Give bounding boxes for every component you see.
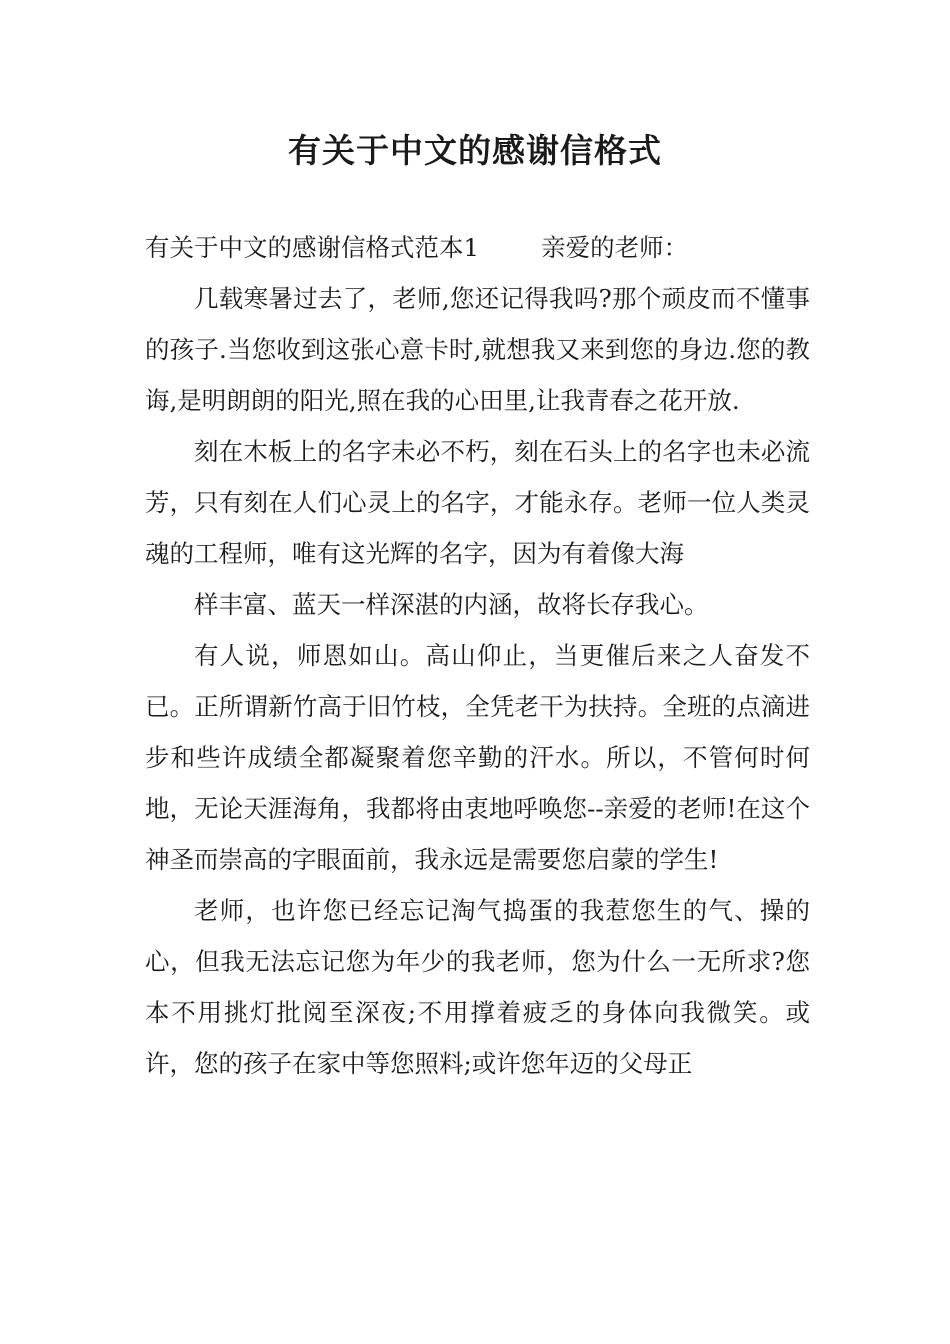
paragraph: 几载寒暑过去了，老师,您还记得我吗?那个顽皮而不懂事的孩子.当您收到这张心意卡时,就想我又来到您的身边.您的教诲,是明朗朗的阳光,照在我的心田里,让我青春之花开放. — [145, 284, 810, 415]
paragraph: 老师，也许您已经忘记淘气捣蛋的我惹您生的气、操的心，但我无法忘记您为年少的我老师，您为什么一无所求?您本不用挑灯批阅至深夜;不用撑着疲乏的身体向我微笑。或许，您的孩子在家中等您照料;或许您年迈的父母正 — [145, 896, 810, 1078]
intro-line — [145, 222, 810, 273]
paragraph: 刻在木板上的名字未必不朽，刻在石头上的名字也未必流芳，只有刻在人们心灵上的名字，才能永存。老师一位人类灵魂的工程师，唯有这光辉的名字，因为有着像大海 — [145, 437, 810, 568]
document-body — [145, 222, 810, 1089]
document-title: 有关于中文的感谢信格式 — [288, 131, 662, 170]
salutation: 亲爱的老师： — [541, 233, 689, 262]
intro-heading: 有关于中文的感谢信格式范本1 — [145, 233, 480, 262]
paragraph: 有人说，师恩如山。高山仰止，当更催后来之人奋发不已。正所谓新竹高于旧竹枝，全凭老干为扶持。全班的点滴进步和些许成绩全都凝聚着您辛勤的汗水。所以，不管何时何地，无论天涯海角，我都将由衷地呼唤您--亲爱的老师!在这个神圣而崇高的字眼面前，我永远是需要您启蒙的学生! — [145, 641, 810, 874]
paragraph: 样丰富、蓝天一样深湛的内涵，故将长存我心。 — [194, 590, 709, 619]
